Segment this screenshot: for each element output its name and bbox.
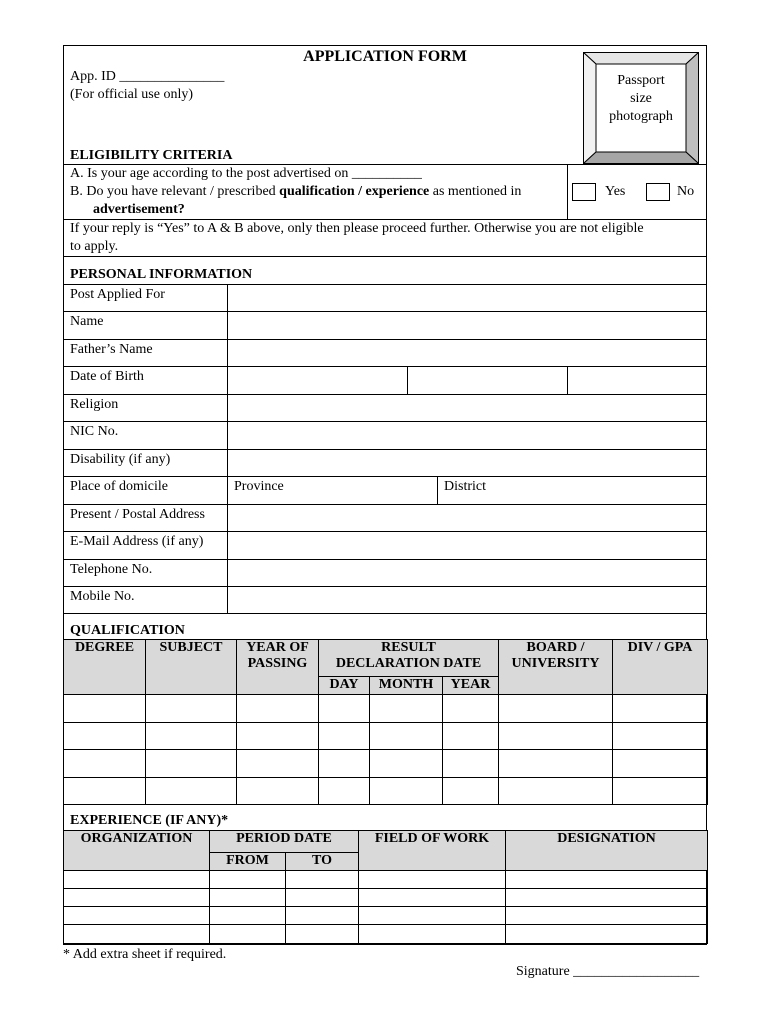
col-result-line: DECLARATION DATE	[335, 656, 482, 671]
personal-info-heading: PERSONAL INFORMATION	[70, 267, 253, 282]
no-checkbox[interactable]	[646, 183, 670, 201]
divider	[63, 531, 707, 532]
field-label-address: Present / Postal Address	[70, 507, 205, 522]
experience-table	[63, 830, 708, 944]
col-year-passing-line: YEAR OF	[246, 640, 309, 655]
eligibility-question-b-cont: advertisement?	[93, 202, 185, 217]
app-id-field[interactable]: App. ID _______________	[70, 69, 225, 84]
eligibility-note: If your reply is “Yes” to A & B above, only then please proceed further. Otherwise you are not eligible	[70, 221, 644, 236]
qualification-heading: QUALIFICATION	[70, 623, 185, 638]
divider	[63, 284, 707, 285]
official-use-note: (For official use only)	[70, 87, 193, 102]
col-year: YEAR	[443, 677, 499, 695]
divider	[567, 164, 568, 219]
table-row	[64, 750, 708, 778]
eligibility-question-b	[70, 183, 521, 201]
col-div-gpa: DIV / GPA	[613, 640, 708, 695]
experience-heading: EXPERIENCE (IF ANY)*	[70, 813, 229, 828]
footnote: * Add extra sheet if required.	[63, 947, 227, 962]
col-degree: DEGREE	[64, 640, 146, 695]
photo-label-line: Passport	[617, 73, 665, 88]
question-b-bold: qualification / experience	[279, 184, 430, 199]
no-label: No	[677, 184, 695, 199]
eligibility-heading: ELIGIBILITY CRITERIA	[70, 148, 233, 163]
col-board-line: UNIVERSITY	[511, 656, 600, 671]
col-year-passing	[237, 640, 319, 695]
col-period-date: PERIOD DATE	[210, 831, 359, 853]
divider	[63, 339, 707, 340]
divider	[63, 311, 707, 312]
province-label: Province	[234, 479, 284, 494]
divider	[63, 421, 707, 422]
field-label-email: E-Mail Address (if any)	[70, 534, 204, 549]
divider	[63, 449, 707, 450]
col-board-line: BOARD /	[526, 640, 585, 655]
col-month: MONTH	[370, 677, 443, 695]
col-subject: SUBJECT	[146, 640, 237, 695]
field-label-father-name: Father’s Name	[70, 342, 153, 357]
district-label: District	[444, 479, 486, 494]
col-result-date	[319, 640, 499, 677]
field-label-disability: Disability (if any)	[70, 452, 171, 467]
col-board	[499, 640, 613, 695]
photo-label-line: size	[630, 91, 652, 106]
table-row	[64, 907, 708, 925]
qualification-table	[63, 639, 708, 805]
divider	[407, 366, 408, 394]
field-label-name: Name	[70, 314, 104, 329]
field-label-domicile: Place of domicile	[70, 479, 168, 494]
field-label-nic: NIC No.	[70, 424, 119, 439]
table-row	[64, 723, 708, 750]
col-organization: ORGANIZATION	[64, 831, 210, 871]
field-label-post: Post Applied For	[70, 287, 165, 302]
divider	[63, 613, 707, 614]
yes-label: Yes	[605, 184, 626, 199]
col-to: TO	[286, 853, 359, 871]
field-label-telephone: Telephone No.	[70, 562, 153, 577]
yes-checkbox[interactable]	[572, 183, 596, 201]
divider	[63, 394, 707, 395]
col-field-of-work: FIELD OF WORK	[359, 831, 506, 871]
form-title: APPLICATION FORM	[303, 48, 467, 65]
photo-label-line: photograph	[609, 109, 673, 124]
field-label-dob: Date of Birth	[70, 369, 144, 384]
col-result-line: RESULT	[381, 640, 436, 655]
divider	[63, 586, 707, 587]
table-row	[64, 925, 708, 944]
divider	[437, 476, 438, 504]
col-day: DAY	[319, 677, 370, 695]
col-from: FROM	[210, 853, 286, 871]
col-designation: DESIGNATION	[506, 831, 708, 871]
eligibility-question-a: A. Is your age according to the post advertised on __________	[70, 166, 422, 181]
table-row	[64, 871, 708, 889]
divider	[63, 256, 707, 257]
divider	[63, 476, 707, 477]
signature-field[interactable]: Signature __________________	[516, 964, 700, 979]
eligibility-note-cont: to apply.	[70, 239, 119, 254]
field-label-mobile: Mobile No.	[70, 589, 135, 604]
divider	[63, 366, 707, 367]
table-row	[64, 889, 708, 907]
question-b-text: B. Do you have relevant / prescribed	[70, 184, 280, 199]
field-label-religion: Religion	[70, 397, 119, 412]
divider	[63, 559, 707, 560]
col-year-passing-line: PASSING	[247, 656, 308, 671]
table-row	[64, 778, 708, 805]
question-b-text-end: as mentioned in	[429, 184, 522, 199]
divider	[63, 504, 707, 505]
table-row	[64, 695, 708, 723]
divider	[567, 366, 568, 394]
